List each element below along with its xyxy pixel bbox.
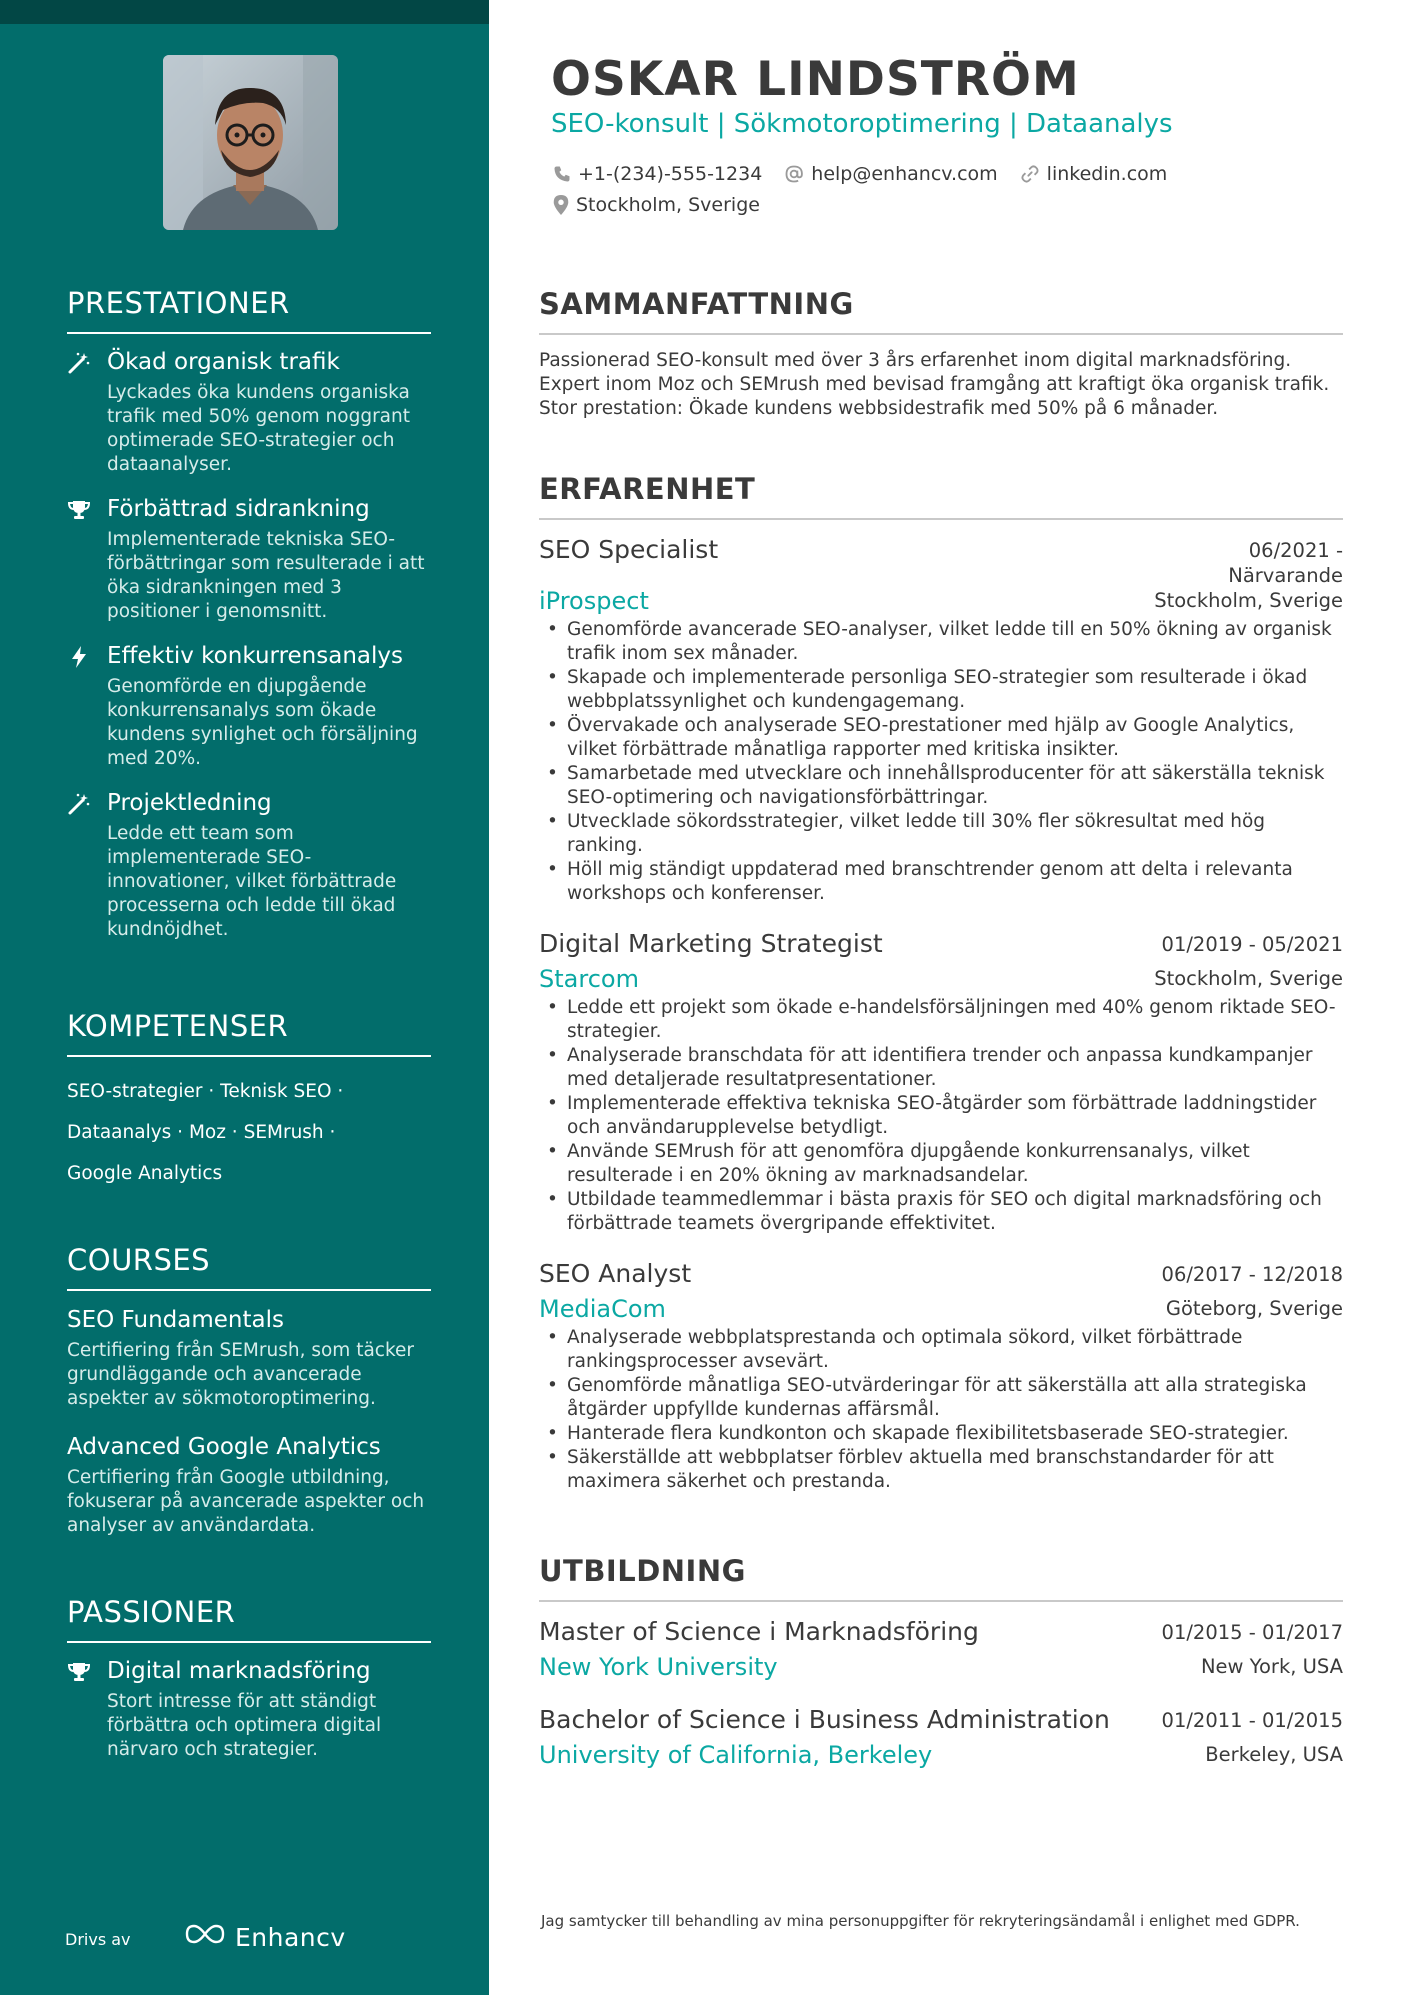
- skills-section: [67, 1009, 431, 1194]
- job-bullet: • Utbildade teammedlemmar i bästa praxis för SEO och digital marknadsföring och förbättrade teamets övergripande effektivitet.: [539, 1188, 1343, 1236]
- passion-item: [67, 1656, 431, 1762]
- brand-logo[interactable]: [183, 1922, 346, 1952]
- contact-phone[interactable]: [553, 163, 762, 185]
- achievement-description: Genomförde en djupgående konkurrensanalys som ökade kundens synlighet och försäljning med 20%.: [107, 676, 418, 769]
- summary-text: Passionerad SEO-konsult med över 3 års erfarenhet inom digital marknadsföring. Expert inom Moz och SEMrush med bevisad framgång att kraftigt öka organisk trafik. Stor prestation: Ökade kundens webbsidestrafik med 50% på 6 månader.: [539, 350, 1330, 419]
- job-bullet: • Använde SEMrush för att genomföra djupgående konkurrensanalys, vilket resulterade i en 20% ökning av marknadsandelar.: [539, 1140, 1343, 1188]
- education-degree: Master of Science i Marknadsföring: [539, 1617, 979, 1646]
- contact-linkedin[interactable]: [1020, 163, 1168, 185]
- achievement-item: [67, 788, 431, 942]
- phone-text: +1-(234)-555-1234: [578, 163, 763, 185]
- summary-section: [539, 287, 1343, 421]
- achievement-item: [67, 347, 431, 477]
- job-entry: [539, 928, 1343, 1236]
- achievement-item: [67, 641, 431, 771]
- candidate-name: OSKAR LINDSTRÖM: [551, 52, 1080, 107]
- location-pin-icon: [553, 195, 569, 215]
- experience-section: [539, 472, 1343, 1494]
- job-bullets: [539, 996, 1343, 1236]
- lightning-icon: [67, 645, 91, 669]
- job-bullet: • Implementerade effektiva tekniska SEO-åtgärder som förbättrade laddningstider och användarupplevelse betydligt.: [539, 1092, 1343, 1140]
- education-dates: 01/2015 - 01/2017: [1161, 1621, 1343, 1644]
- candidate-headline: SEO-konsult | Sökmotoroptimering | Dataanalys: [551, 109, 1173, 139]
- job-bullet: • Hanterade flera kundkonton och skapade flexibilitetsbaserade SEO-strategier.: [539, 1422, 1343, 1446]
- passion-description: Stort intresse för att ständigt förbättra och optimera digital närvaro och strategier.: [107, 1691, 382, 1760]
- gdpr-consent: Jag samtycker till behandling av mina personuppgifter för rekryteringsändamål i enlighet med GDPR.: [541, 1912, 1300, 1930]
- achievement-title: Förbättrad sidrankning: [107, 496, 370, 522]
- job-bullet: • Säkerställde att webbplatser förblev aktuella med branschstandarder för att maximera säkerhet och prestanda.: [539, 1446, 1343, 1494]
- passions-title: PASSIONER: [67, 1595, 431, 1643]
- education-location: New York, USA: [1200, 1655, 1343, 1678]
- job-bullets: [539, 618, 1343, 906]
- job-bullet: • Höll mig ständigt uppdaterad med branschtrender genom att delta i relevanta workshops och konferenser.: [539, 858, 1343, 906]
- at-icon: [784, 164, 804, 184]
- skills-line: Dataanalys · Moz · SEMrush ·: [67, 1122, 336, 1143]
- job-location: Stockholm, Sverige: [1154, 589, 1343, 612]
- link-icon: [1020, 164, 1040, 184]
- courses-title: COURSES: [67, 1243, 431, 1291]
- job-bullet: • Övervakade och analyserade SEO-prestationer med hjälp av Google Analytics, vilket förbättrade månatliga rapporter med kritiska insikter.: [539, 714, 1343, 762]
- job-company: Starcom: [539, 965, 639, 993]
- job-dates: 06/2021 - Närvarande: [1228, 539, 1343, 587]
- contact-info: [553, 159, 1333, 221]
- achievements-title: PRESTATIONER: [67, 286, 431, 334]
- education-school: University of California, Berkeley: [539, 1741, 933, 1769]
- education-section: [539, 1554, 1343, 1770]
- course-description: Certifiering från Google utbildning, fokuserar på avancerade aspekter och analyser av användardata.: [67, 1467, 425, 1536]
- job-role: SEO Specialist: [539, 535, 719, 564]
- achievement-item: [67, 494, 431, 624]
- job-location: Stockholm, Sverige: [1154, 967, 1343, 990]
- experience-title: ERFARENHET: [539, 472, 1343, 520]
- job-entry: [539, 1258, 1343, 1494]
- job-bullet: • Skapade och implementerade personliga SEO-strategier som resulterade i ökad webbplatssynlighet och kundengagemang.: [539, 666, 1343, 714]
- summary-title: SAMMANFATTNING: [539, 287, 1343, 335]
- magic-wand-icon: [67, 351, 91, 375]
- brand-name: Enhancv: [235, 1922, 346, 1952]
- job-role: Digital Marketing Strategist: [539, 929, 883, 958]
- education-title: UTBILDNING: [539, 1554, 1343, 1602]
- achievements-section: [67, 286, 431, 942]
- job-bullet: • Genomförde månatliga SEO-utvärderingar för att säkerställa att alla strategiska åtgärder uppfyllde kundernas affärsmål.: [539, 1374, 1343, 1422]
- powered-by-label: Drivs av: [65, 1930, 131, 1949]
- achievement-description: Lyckades öka kundens organiska trafik med 50% genom noggrant optimerade SEO-strategier och dataanalyser.: [107, 382, 410, 475]
- course-item: [67, 1432, 431, 1538]
- passion-title: Digital marknadsföring: [107, 1658, 371, 1684]
- education-dates: 01/2011 - 01/2015: [1161, 1709, 1343, 1732]
- sidebar: [0, 0, 489, 1995]
- enhancv-logo-icon: [183, 1922, 227, 1952]
- skills-line: Google Analytics: [67, 1163, 223, 1184]
- job-bullet: • Ledde ett projekt som ökade e-handelsförsäljningen med 40% genom riktade SEO-strategier.: [539, 996, 1343, 1044]
- education-entry: [539, 1704, 1343, 1770]
- job-company: iProspect: [539, 587, 649, 615]
- achievement-title: Effektiv konkurrensanalys: [107, 643, 403, 669]
- course-item: [67, 1305, 431, 1411]
- job-entry: [539, 534, 1343, 906]
- contact-location: [553, 194, 760, 216]
- course-description: Certifiering från SEMrush, som täcker grundläggande och avancerade aspekter av sökmotoroptimering.: [67, 1340, 415, 1409]
- job-bullet: • Analyserade branschdata för att identifiera trender och anpassa kundkampanjer med detaljerade resultatpresentationer.: [539, 1044, 1343, 1092]
- sidebar-top-strip: [0, 0, 489, 24]
- job-bullets: [539, 1326, 1343, 1494]
- magic-wand-icon: [67, 792, 91, 816]
- job-bullet: • Analyserade webbplatsprestanda och optimala sökord, vilket förbättrade rankingsprocesser avsevärt.: [539, 1326, 1343, 1374]
- skills-title: KOMPETENSER: [67, 1009, 431, 1057]
- achievement-description: Implementerade tekniska SEO-förbättringar som resulterade i att öka sidrankningen med 3 positioner i genomsnitt.: [107, 529, 425, 622]
- job-bullet: • Samarbetade med utvecklare och innehållsproducenter för att säkerställa teknisk SEO-optimering och navigationsförbättringar.: [539, 762, 1343, 810]
- location-text: Stockholm, Sverige: [576, 194, 760, 216]
- job-company: MediaCom: [539, 1295, 666, 1323]
- education-entry: [539, 1616, 1343, 1682]
- job-location: Göteborg, Sverige: [1165, 1297, 1343, 1320]
- course-title: Advanced Google Analytics: [67, 1434, 381, 1460]
- skills-line: SEO-strategier · Teknisk SEO ·: [67, 1081, 344, 1102]
- course-title: SEO Fundamentals: [67, 1307, 284, 1333]
- profile-photo: [163, 55, 338, 230]
- courses-section: [67, 1243, 431, 1538]
- passions-section: [67, 1595, 431, 1762]
- achievement-description: Ledde ett team som implementerade SEO-innovationer, vilket förbättrade processerna och ledde till ökad kundnöjdhet.: [107, 823, 397, 940]
- job-role: SEO Analyst: [539, 1259, 692, 1288]
- education-school: New York University: [539, 1653, 778, 1681]
- achievement-title: Projektledning: [107, 790, 272, 816]
- trophy-icon: [67, 1660, 91, 1684]
- contact-email[interactable]: [784, 163, 997, 185]
- achievement-title: Ökad organisk trafik: [107, 349, 340, 375]
- job-dates: 06/2017 - 12/2018: [1161, 1263, 1343, 1286]
- linkedin-text: linkedin.com: [1046, 163, 1168, 185]
- phone-icon: [553, 165, 571, 183]
- education-location: Berkeley, USA: [1205, 1743, 1343, 1766]
- trophy-icon: [67, 498, 91, 522]
- skills-list: [67, 1071, 431, 1194]
- education-degree: Bachelor of Science i Business Administration: [539, 1705, 1110, 1734]
- job-bullet: • Genomförde avancerade SEO-analyser, vilket ledde till en 50% ökning av organisk trafik inom sex månader.: [539, 618, 1343, 666]
- email-text: help@enhancv.com: [811, 163, 998, 185]
- job-dates: 01/2019 - 05/2021: [1161, 933, 1343, 956]
- job-bullet: • Utvecklade sökordsstrategier, vilket ledde till 30% fler sökresultat med hög ranking.: [539, 810, 1343, 858]
